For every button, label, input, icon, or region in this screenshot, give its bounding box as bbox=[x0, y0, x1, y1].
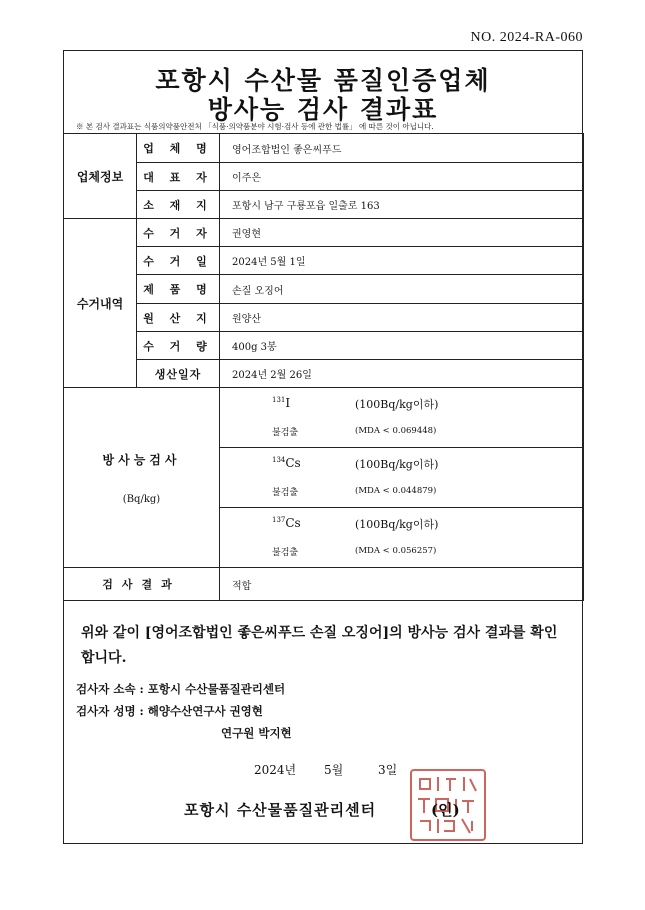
table-row bbox=[64, 275, 584, 304]
table-row bbox=[64, 191, 584, 219]
table-row bbox=[64, 332, 584, 360]
table-row bbox=[64, 219, 584, 247]
row-label: 소 재 지 bbox=[137, 191, 220, 219]
row-label: 제 품 명 bbox=[137, 275, 220, 304]
row-label: 수 거 자 bbox=[137, 219, 220, 247]
center-name: 포항시 수산물품질관리센터 bbox=[184, 801, 377, 819]
table-row bbox=[64, 247, 584, 275]
result-value: 적합 bbox=[220, 568, 584, 601]
nuclide-limit: (100Bq/kg이하) bbox=[355, 398, 439, 411]
table-row bbox=[64, 134, 584, 163]
nuclide-name: $^{137}$Cs bbox=[272, 516, 301, 530]
date-year: 2024년 bbox=[254, 763, 297, 777]
document-number: NO. 2024-RA-060 bbox=[470, 30, 583, 45]
table-row bbox=[64, 568, 584, 601]
collection-category: 수거내역 bbox=[64, 219, 137, 388]
row-label: 수 거 일 bbox=[137, 247, 220, 275]
radioactivity-label: 방사능검사 bbox=[102, 452, 181, 467]
row-label: 대 표 자 bbox=[137, 163, 220, 191]
row-label: 수 거 량 bbox=[137, 332, 220, 360]
nuclide-mda: (MDA < 0.044879) bbox=[355, 486, 437, 496]
nuclide-mda: (MDA < 0.069448) bbox=[355, 426, 437, 436]
nuclide-cell bbox=[220, 448, 584, 508]
row-value: 400g 3봉 bbox=[220, 332, 584, 360]
nuclide-cell bbox=[220, 388, 584, 448]
row-label: 업 체 명 bbox=[137, 134, 220, 163]
date-month: 5월 bbox=[324, 763, 344, 777]
nuclide-mda: (MDA < 0.056257) bbox=[355, 546, 437, 556]
nuclide-name: $^{134}$Cs bbox=[272, 456, 301, 470]
date-day: 3일 bbox=[378, 763, 398, 777]
radioactivity-unit: (Bq/kg) bbox=[122, 493, 161, 505]
seal-mark: (인) bbox=[431, 801, 460, 819]
row-value: 원양산 bbox=[220, 304, 584, 332]
nuclide-limit: (100Bq/kg이하) bbox=[355, 458, 439, 471]
inspection-table bbox=[63, 133, 584, 601]
inspector-name-2: 연구원 박지현 bbox=[221, 726, 292, 740]
row-value: 권영현 bbox=[220, 219, 584, 247]
result-label: 검사결과 bbox=[64, 568, 220, 601]
radioactivity-category bbox=[64, 388, 220, 568]
table-row bbox=[64, 360, 584, 388]
title-line-1: 포항시 수산물 품질인증업체 bbox=[155, 66, 491, 95]
legal-note: ※ 본 검사 결과표는 식품의약품안전처 「식품·의약품분야 시험·검사 등에 관한 법률」 에 따른 것이 아닙니다. bbox=[76, 122, 434, 131]
table-row bbox=[64, 163, 584, 191]
row-value: 2024년 2월 26일 bbox=[220, 360, 584, 388]
table-row bbox=[64, 388, 584, 448]
row-value: 포항시 남구 구룡포읍 일출로 163 bbox=[220, 191, 584, 219]
certificate-frame bbox=[63, 50, 583, 844]
row-value: 이주은 bbox=[220, 163, 584, 191]
nuclide-result: 불검출 bbox=[272, 548, 299, 558]
nuclide-result: 불검출 bbox=[272, 488, 299, 498]
nuclide-limit: (100Bq/kg이하) bbox=[355, 518, 439, 531]
inspector-affiliation: 검사자 소속 : 포항시 수산물품질관리센터 bbox=[76, 682, 286, 696]
inspector-name: 검사자 성명 : 해양수산연구사 권영현 bbox=[76, 704, 263, 718]
confirmation-text: 위와 같이 [영어조합법인 좋은씨푸드 손질 오징어]의 방사능 검사 결과를 확인합니다. bbox=[81, 625, 558, 666]
nuclide-name: $^{131}$I bbox=[272, 396, 291, 410]
row-value: 손질 오징어 bbox=[220, 275, 584, 304]
row-value: 영어조합법인 좋은씨푸드 bbox=[220, 134, 584, 163]
company-category: 업체정보 bbox=[64, 134, 137, 219]
row-value: 2024년 5월 1일 bbox=[220, 247, 584, 275]
table-row bbox=[64, 304, 584, 332]
row-label: 원 산 지 bbox=[137, 304, 220, 332]
nuclide-cell bbox=[220, 508, 584, 568]
nuclide-result: 불검출 bbox=[272, 428, 299, 438]
title-line-2: 방사능 검사 결과표 bbox=[207, 95, 439, 124]
row-label: 생산일자 bbox=[137, 360, 220, 388]
